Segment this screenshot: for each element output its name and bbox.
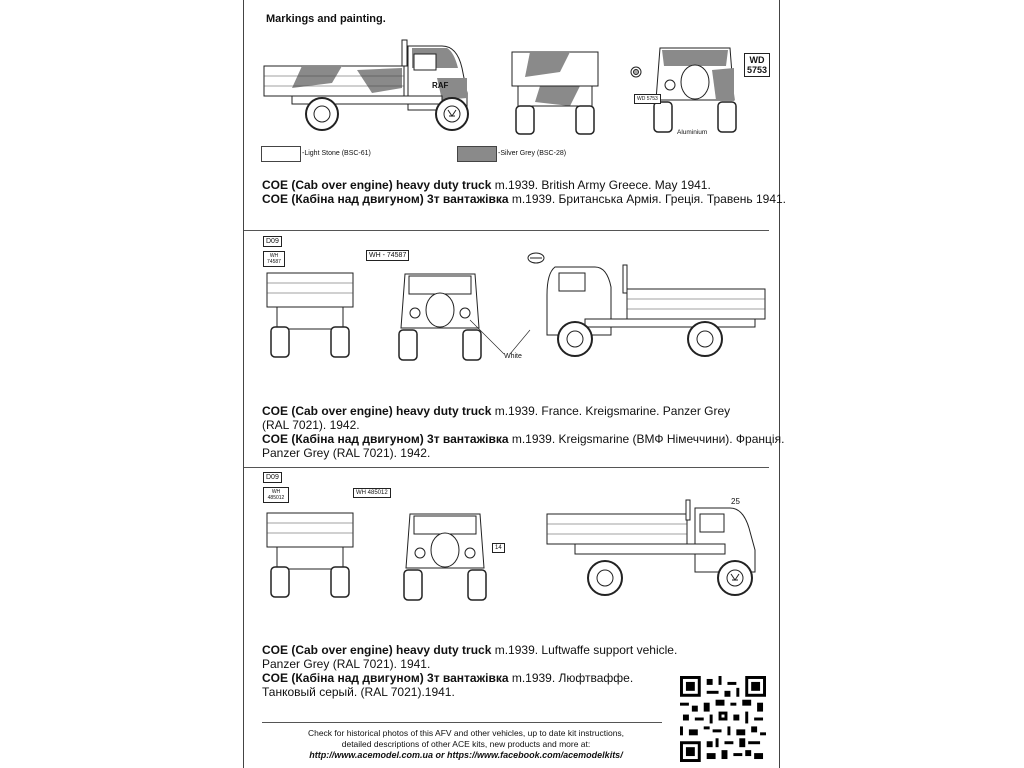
footer-rule (262, 722, 662, 723)
caption-3-line-2: Panzer Grey (RAL 7021). 1941. (262, 657, 431, 671)
raf-marking: RAF (432, 81, 449, 90)
d09-tag-2: D09 (263, 472, 282, 483)
wh-485012-plate-small: WH 485012 (263, 487, 289, 503)
caption-2-line-3: COE (Кабіна над двигуном) 3т вантажівка m.1939. Kreigsmarine (ВМФ Німеччини). Франція. (262, 432, 785, 446)
truck-rear-view-grey (265, 265, 355, 360)
truck-front-view-camo (650, 40, 740, 135)
d09-tag-1: D09 (263, 236, 282, 247)
small-wd-plate: WD 5753 (634, 94, 661, 104)
caption-3-line-1: COE (Cab over engine) heavy duty truck m.1939. Luftwaffe support vehicle. (262, 643, 678, 657)
wd-plate: WD 5753 (744, 53, 770, 77)
wh-74587-plate: WH - 74587 (366, 250, 409, 261)
roundel-icon (630, 66, 642, 78)
qr-code-icon[interactable] (680, 676, 766, 762)
truck-front-view-luftwaffe (400, 508, 490, 603)
light-stone-swatch (261, 146, 301, 162)
number-14-tag: 14 (492, 543, 505, 553)
eagle-emblem-icon (527, 252, 545, 264)
legend-light-stone: -Light Stone (BSC-61) (302, 150, 371, 157)
number-25-label: 25 (731, 497, 740, 506)
section-divider (244, 230, 769, 231)
caption-2-line-4: Panzer Grey (RAL 7021). 1942. (262, 446, 431, 460)
footer-links (262, 750, 670, 761)
caption-1-line-1: COE (Cab over engine) heavy duty truck m.1939. British Army Greece. May 1941. (262, 178, 711, 192)
truck-rear-view-camo (510, 42, 600, 137)
caption-3-line-3: COE (Кабіна над двигуном) 3т вантажівка m.1939. Люфтваффе. (262, 671, 634, 685)
footer-line-1: Check for historical photos of this AFV and other vehicles, up to date kit instructions, (307, 728, 625, 738)
caption-3-line-4: Танковый серый. (RAL 7021).1941. (262, 685, 455, 699)
aluminium-label: Aluminium (677, 129, 708, 136)
website-link[interactable]: http://www.acemodel.com.ua (309, 750, 433, 760)
footer-or: or (432, 750, 447, 760)
truck-side-view-grey (545, 265, 770, 365)
legend-silver-grey: -Silver Grey (BSC-28) (498, 150, 567, 157)
truck-side-view-camo (262, 38, 492, 138)
footer-line-2: detailed descriptions of other ACE kits, new products and more at: (341, 739, 591, 749)
caption-2-line-1: COE (Cab over engine) heavy duty truck m.1939. France. Kreigsmarine. Panzer Grey (262, 404, 731, 418)
wh-485012-plate: WH 485012 (353, 488, 391, 498)
caption-2-line-2: (RAL 7021). 1942. (262, 418, 360, 432)
caption-1-line-2: COE (Кабіна над двигуном) 3т вантажівка m.1939. Британська Армія. Греція. Травень 1941. (262, 192, 787, 206)
truck-rear-view-luftwaffe (265, 505, 355, 600)
silver-grey-swatch (457, 146, 497, 162)
truck-side-view-luftwaffe (545, 500, 765, 605)
wh-74587-plate-small: WH 74587 (263, 251, 285, 267)
white-label: White (504, 353, 522, 360)
white-leader-lines (470, 320, 530, 360)
footer (262, 728, 670, 761)
facebook-link[interactable]: https://www.facebook.com/acemodelkits/ (446, 750, 623, 760)
section-divider (244, 467, 769, 468)
page-heading: Markings and painting. (266, 13, 386, 25)
